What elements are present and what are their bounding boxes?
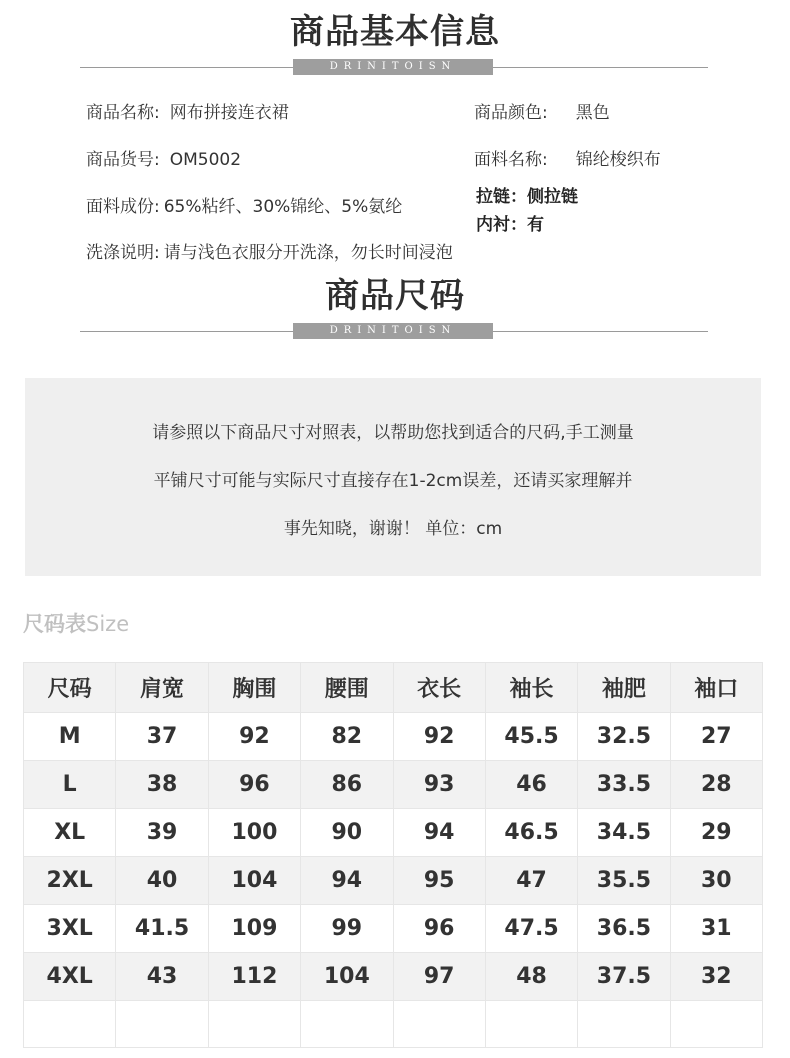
table-cell: 86: [301, 761, 393, 809]
table-cell: 37: [116, 713, 208, 761]
size-table-title-cn: 尺码表: [23, 612, 86, 636]
table-cell: 94: [301, 857, 393, 905]
table-cell: 104: [301, 953, 393, 1001]
field-lining: [476, 210, 544, 235]
table-cell: 95: [393, 857, 485, 905]
table-cell: 31: [670, 905, 762, 953]
field-composition: [86, 192, 402, 217]
table-cell: 97: [393, 953, 485, 1001]
table-cell: 2XL: [24, 857, 116, 905]
table-row: [24, 761, 763, 809]
field-label: 商品货号:: [86, 150, 160, 170]
table-cell: 37.5: [578, 953, 670, 1001]
field-item-number: [86, 145, 241, 170]
table-cell: 92: [208, 713, 300, 761]
table-cell: 4XL: [24, 953, 116, 1001]
table-cell: 38: [116, 761, 208, 809]
field-zipper: [476, 182, 578, 207]
table-cell-empty: [578, 1001, 670, 1048]
table-cell: 99: [301, 905, 393, 953]
table-cell: 47: [485, 857, 577, 905]
basic-info-title: 商品基本信息: [290, 12, 500, 52]
table-cell: 96: [393, 905, 485, 953]
table-cell-empty: [24, 1001, 116, 1048]
table-cell: 104: [208, 857, 300, 905]
header-length: 衣长: [393, 663, 485, 713]
table-row: [24, 857, 763, 905]
notice-line: 请参照以下商品尺寸对照表，以帮助您找到适合的尺码,手工测量: [152, 423, 634, 443]
basic-info-badge: DRINITOISN: [293, 59, 493, 75]
field-label: 拉链：: [476, 187, 527, 207]
size-section-badge: DRINITOISN: [293, 323, 493, 339]
header-size: 尺码: [24, 663, 116, 713]
table-cell: 28: [670, 761, 762, 809]
table-cell: 109: [208, 905, 300, 953]
table-cell: 30: [670, 857, 762, 905]
field-product-color: [474, 98, 610, 123]
field-value: 有: [527, 215, 544, 235]
size-table-title: [23, 608, 129, 638]
table-cell: 41.5: [116, 905, 208, 953]
header-sleeve-width: 袖肥: [578, 663, 670, 713]
field-value: 网布拼接连衣裙: [169, 103, 289, 123]
table-cell: 32.5: [578, 713, 670, 761]
table-header-row: [24, 663, 763, 713]
field-value: 请与浅色衣服分开洗涤，勿长时间浸泡: [163, 243, 453, 263]
table-cell-empty: [116, 1001, 208, 1048]
table-cell-empty: [393, 1001, 485, 1048]
size-section-title: 商品尺码: [325, 276, 465, 316]
table-cell: XL: [24, 809, 116, 857]
table-cell: 29: [670, 809, 762, 857]
table-cell: 39: [116, 809, 208, 857]
table-cell: 93: [393, 761, 485, 809]
table-cell-empty: [670, 1001, 762, 1048]
table-row: [24, 713, 763, 761]
table-cell: M: [24, 713, 116, 761]
field-value: 侧拉链: [527, 187, 578, 207]
table-row-empty: [24, 1001, 763, 1048]
field-product-name: [86, 98, 289, 123]
notice-line: 平铺尺寸可能与实际尺寸直接存在1-2cm误差，还请买家理解并: [153, 471, 633, 491]
table-cell: 46: [485, 761, 577, 809]
table-cell: 32: [670, 953, 762, 1001]
size-notice-box: [25, 378, 761, 576]
table-cell: 27: [670, 713, 762, 761]
header-waist: 腰围: [301, 663, 393, 713]
table-cell: 35.5: [578, 857, 670, 905]
field-value: 锦纶梭织布: [575, 150, 661, 170]
table-row: [24, 809, 763, 857]
table-cell-empty: [485, 1001, 577, 1048]
table-cell: 47.5: [485, 905, 577, 953]
table-cell: 46.5: [485, 809, 577, 857]
table-cell: 3XL: [24, 905, 116, 953]
table-cell: 96: [208, 761, 300, 809]
header-shoulder: 肩宽: [116, 663, 208, 713]
table-cell: 33.5: [578, 761, 670, 809]
field-label: 面料名称:: [474, 150, 548, 170]
table-cell: 82: [301, 713, 393, 761]
table-cell: 43: [116, 953, 208, 1001]
field-fabric-name: [474, 145, 661, 170]
field-value: 黑色: [575, 103, 610, 123]
table-cell: 45.5: [485, 713, 577, 761]
table-cell: 40: [116, 857, 208, 905]
field-value: 65%粘纤、30%锦纶、5%氨纶: [163, 197, 403, 217]
table-cell: 34.5: [578, 809, 670, 857]
table-cell: L: [24, 761, 116, 809]
table-cell: 94: [393, 809, 485, 857]
field-label: 内衬：: [476, 215, 527, 235]
header-sleeve-length: 袖长: [485, 663, 577, 713]
header-bust: 胸围: [208, 663, 300, 713]
field-value: OM5002: [169, 150, 242, 170]
size-table-title-en: Size: [86, 612, 130, 636]
field-label: 面料成份:: [86, 197, 160, 217]
table-row: [24, 905, 763, 953]
field-label: 洗涤说明:: [86, 243, 160, 263]
table-cell-empty: [301, 1001, 393, 1048]
table-cell: 48: [485, 953, 577, 1001]
field-label: 商品颜色:: [474, 103, 548, 123]
table-cell-empty: [208, 1001, 300, 1048]
table-cell: 92: [393, 713, 485, 761]
header-cuff: 袖口: [670, 663, 762, 713]
table-cell: 90: [301, 809, 393, 857]
size-table: [23, 662, 763, 1048]
notice-line: 事先知晓，谢谢！ 单位：cm: [283, 519, 503, 539]
table-cell: 36.5: [578, 905, 670, 953]
field-washing: [86, 238, 453, 263]
field-label: 商品名称:: [86, 103, 160, 123]
table-cell: 100: [208, 809, 300, 857]
table-cell: 112: [208, 953, 300, 1001]
table-row: [24, 953, 763, 1001]
